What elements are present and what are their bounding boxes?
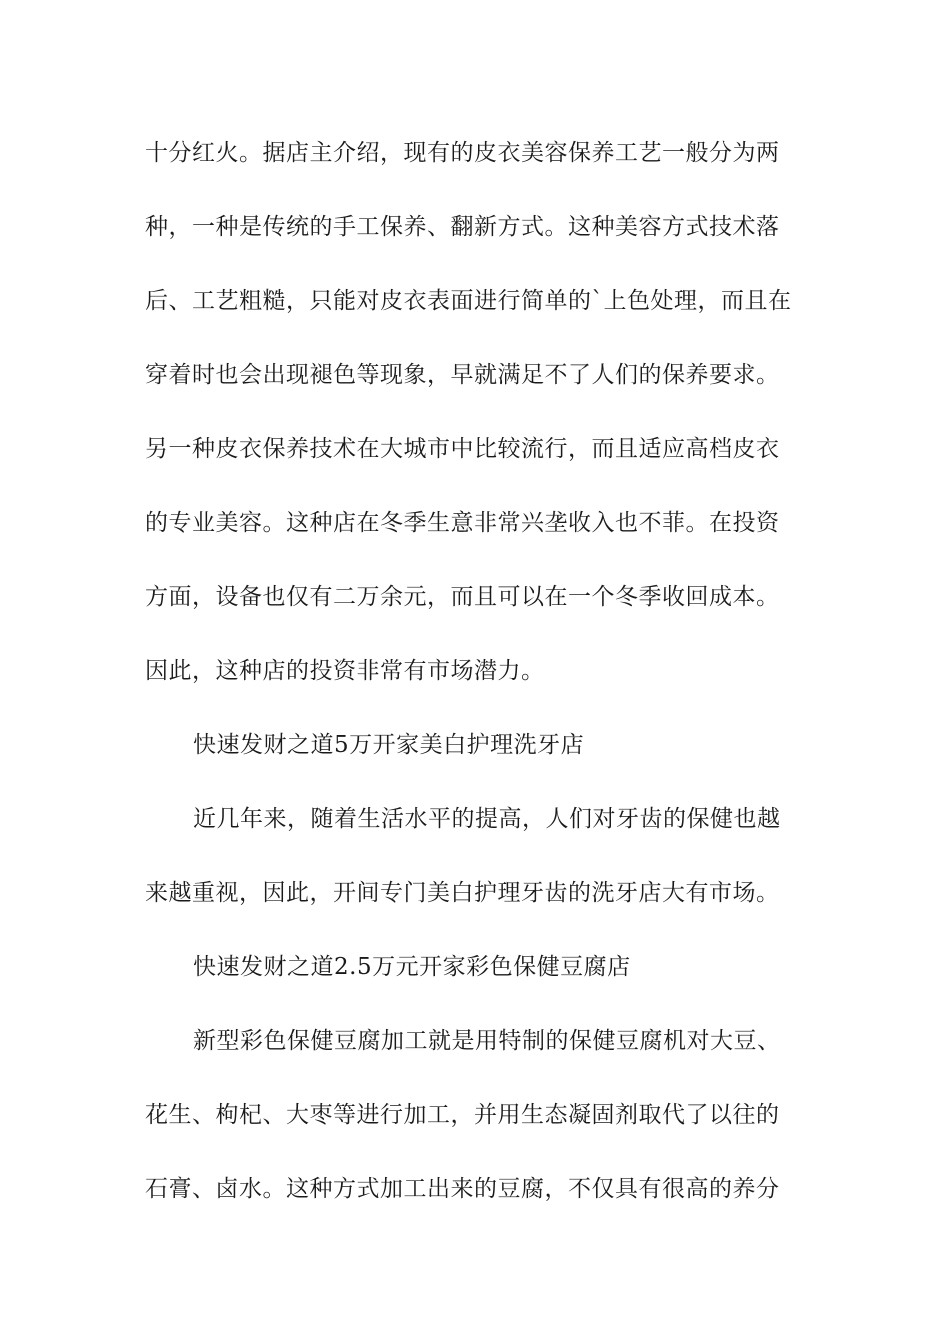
paragraph-teeth-whitening [145, 801, 810, 911]
text-line: 后、工艺粗糙，只能对皮衣表面进行简单的`上色处理，而且在 [145, 288, 792, 314]
section-heading-tofu-shop: 快速发财之道2.5万元开家彩色保健豆腐店 [193, 954, 631, 980]
text-line: 十分红火。据店主介绍，现有的皮衣美容保养工艺一般分为两 [145, 140, 780, 166]
text-line: 近几年来，随着生活水平的提高，人们对牙齿的保健也越 [193, 806, 781, 832]
section-heading-teeth-whitening: 快速发财之道5万开家美白护理洗牙店 [193, 732, 585, 758]
paragraph-tofu-shop [145, 1023, 810, 1207]
text-line: 穿着时也会出现褪色等现象，早就满足不了人们的保养要求。 [145, 362, 780, 388]
text-line: 石膏、卤水。这种方式加工出来的豆腐，不仅具有很高的养分 [145, 1176, 780, 1202]
document-body [145, 135, 810, 1207]
text-line: 因此，这种店的投资非常有市场潜力。 [145, 658, 545, 684]
text-line: 种，一种是传统的手工保养、翻新方式。这种美容方式技术落 [145, 214, 780, 240]
text-line: 的专业美容。这种店在冬季生意非常兴垄收入也不菲。在投资 [145, 510, 780, 536]
text-line: 来越重视，因此，开间专门美白护理牙齿的洗牙店大有市场。 [145, 880, 780, 906]
text-line: 花生、枸杞、大枣等进行加工，并用生态凝固剂取代了以往的 [145, 1102, 780, 1128]
text-line: 方面，设备也仅有二万余元，而且可以在一个冬季收回成本。 [145, 584, 780, 610]
text-line: 另一种皮衣保养技术在大城市中比较流行，而且适应高档皮衣 [145, 436, 780, 462]
text-line: 新型彩色保健豆腐加工就是用特制的保健豆腐机对大豆、 [193, 1028, 781, 1054]
paragraph-leather-care [145, 135, 810, 689]
